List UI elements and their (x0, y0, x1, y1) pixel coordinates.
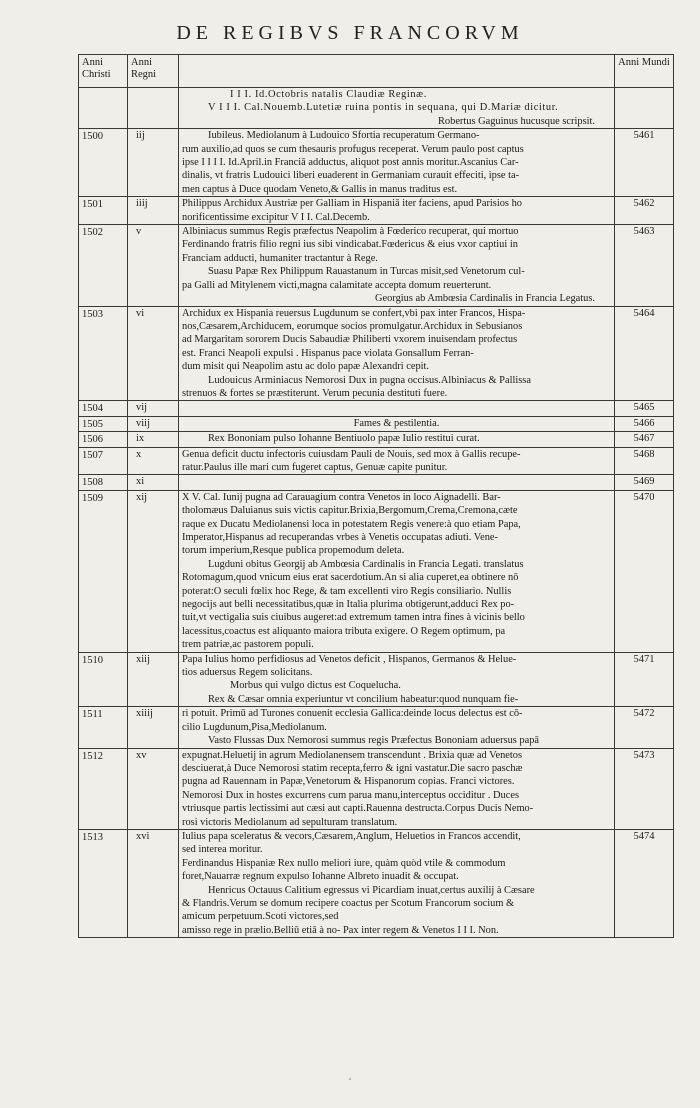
entry-line: Iubileus. Mediolanum à Ludouico Sfortia recuperatum Germano- (208, 130, 480, 142)
entry-line: tholomæus Daluianus suis victis capitur.Brixia,Bergomum,Crema,Cremona,cæte (182, 505, 518, 517)
table-row (79, 88, 674, 129)
entry-line: strenuos & fortes se præstiterunt. Verum pecunia destituti fuere. (182, 387, 448, 399)
table-row (79, 432, 674, 447)
year-cell: 1504 (79, 401, 128, 416)
regnal-year-cell: iiij (128, 197, 179, 225)
year-cell: 1502 (79, 225, 128, 306)
entry-line: ipse I I I I. Id.April.in Franciā adductus, aliquot post annis moritur.Ascanius Car- (182, 157, 519, 169)
table-row (79, 416, 674, 431)
year-cell: 1503 (79, 306, 128, 401)
entry-line: I I I. Id.Octobris natalis Claudiæ Reginæ. (230, 89, 427, 100)
entry-line: Franciam adducti, humaniter tractantur à Rege. (182, 252, 378, 264)
table-row (79, 652, 674, 707)
regnal-year-cell: xiiij (128, 707, 179, 748)
entry-line: est. Franci Neapoli expulsi . Hispanus pace violata Gonsallum Ferran- (182, 347, 474, 359)
header-anni-regni: Anni Regni (128, 55, 179, 88)
anni-mundi-cell (615, 88, 674, 129)
entry-text-cell (179, 129, 615, 197)
year-cell (79, 88, 128, 129)
entry-line: Ferdinandus Hispaniæ Rex nullo meliori iure, quàm quòd vtile & commodum (182, 857, 506, 869)
regnal-year-cell: xij (128, 490, 179, 652)
entry-line: Papa Iulius homo perfidiosus ad Venetos deficit , Hispanos, Germanos & Helue- (182, 653, 517, 665)
regnal-year-cell: v (128, 225, 179, 306)
entry-line: ri potuit. Primū ad Turones conuenit ecclesia Gallica:deinde locus delectus est cō- (182, 708, 523, 720)
entry-line: negocijs aut belli necessitatibus,quæ in Italia plurima obtigerunt,adduci Rex po- (182, 599, 515, 611)
entry-text-cell (179, 306, 615, 401)
table-body (79, 88, 674, 938)
entry-line: Henricus Octauus Calitium egressus vi Picardiam inuat,certus auxilij à Cæsare (208, 884, 535, 896)
regnal-year-cell: x (128, 447, 179, 475)
regnal-year-cell: iij (128, 129, 179, 197)
entry-line: Rex Bononiam pulso Iohanne Bentiuolo papæ Iulio restitui curat. (208, 433, 480, 445)
header-text (179, 55, 615, 88)
entry-text-cell (179, 490, 615, 652)
year-cell: 1507 (79, 447, 128, 475)
regnal-year-cell: viij (128, 416, 179, 431)
table-row (79, 197, 674, 225)
entry-line: dinalis, vt fratris Ludouici liberi euaderent in Germaniam curauit effeciti, ipse ta- (182, 170, 520, 182)
entry-text-cell (179, 416, 615, 431)
entry-line: Robertus Gaguinus hucusque scripsit. (438, 115, 595, 127)
anni-mundi-cell: 5464 (615, 306, 674, 401)
entry-line: pa Galli ad Mitylenem victi,magna calamitate accepta domum reuerterunt. (182, 279, 492, 291)
anni-mundi-cell: 5461 (615, 129, 674, 197)
year-cell: 1501 (79, 197, 128, 225)
header-anni-christi: Anni Christi (79, 55, 128, 88)
entry-line: desciuerat,à Duce Nemorosi statim recepta,ferro & igni vastatur.Die sacro paschæ (182, 762, 523, 774)
entry-line: nos,Cæsarem,Archiducem, eorumque socios promulgatur.Archidux in Sebusianos (182, 320, 523, 332)
entry-line: Philippus Archidux Austriæ per Galliam in Hispaniā iter faciens, apud Parisios ho (182, 198, 522, 210)
entry-text-cell (179, 707, 615, 748)
entry-line: Ludouicus Arminiacus Nemorosi Dux in pugna occisus.Albiniacus & Pallissa (208, 374, 531, 386)
entry-line: amicum perpetuum.Scoti victores,sed (182, 911, 339, 923)
regnal-year-cell: ix (128, 432, 179, 447)
entry-line: Archidux ex Hispania reuersus Lugdunum se confert,vbi pax inter Francos, Hispa- (182, 307, 526, 319)
anni-mundi-cell: 5462 (615, 197, 674, 225)
regnal-year-cell: xi (128, 475, 179, 490)
table-row (79, 447, 674, 475)
entry-line: sed interea moritur. (182, 844, 263, 856)
entry-text-cell (179, 447, 615, 475)
chronology-table (78, 54, 674, 938)
entry-line: Genua deficit ductu infectoris cuiusdam Pauli de Nouis, sed mox à Gallis recupe- (182, 448, 521, 460)
anni-mundi-cell: 5467 (615, 432, 674, 447)
entry-line: rum auxilio,ad quos se cum thesauris profugus receperat. Verum paulo post captus (182, 143, 524, 155)
table-row (79, 490, 674, 652)
entry-line: ratur.Paulus ille mari cum fugeret captus, Genuæ capite punitur. (182, 461, 448, 473)
entry-line: Imperator,Hispanus ad recuperandas vrbes à Venetis occupatas adiuti. Vene- (182, 532, 498, 543)
page-title: DE REGIBVS FRANCORVM (176, 22, 524, 44)
entry-line: poterat:O seculi fœlix hoc Rege, & tam excellenti viro Regis consiliario. Nullis (182, 585, 512, 597)
entry-text-cell (179, 401, 615, 416)
entry-text-cell (179, 748, 615, 829)
year-cell: 1511 (79, 707, 128, 748)
entry-line: foret,Nauarræ regnum expulso Iohanne Albreto inuadit & occupat. (182, 871, 459, 883)
year-cell: 1513 (79, 829, 128, 937)
anni-mundi-cell: 5470 (615, 490, 674, 652)
entry-text-cell (179, 197, 615, 225)
regnal-year-cell: vij (128, 401, 179, 416)
entry-line: trem patriæ,ac pastorem populi. (182, 639, 314, 651)
entry-text-cell (179, 829, 615, 937)
entry-text-cell (179, 475, 615, 490)
entry-text-cell (179, 225, 615, 306)
anni-mundi-cell: 5469 (615, 475, 674, 490)
anni-mundi-cell: 5471 (615, 652, 674, 707)
entry-line: rosi victoris Mediolanum ad sepulturam translatum. (182, 816, 398, 828)
entry-line: tios aduersus Regem solicitans. (182, 667, 313, 679)
regnal-year-cell (128, 88, 179, 129)
entry-text-cell (179, 88, 615, 129)
table-row (79, 401, 674, 416)
table-row (79, 707, 674, 748)
table-row (79, 748, 674, 829)
regnal-year-cell: xiij (128, 652, 179, 707)
entry-line: Albiniacus summus Regis præfectus Neapolim à Fœderico recuperat, qui mortuo (182, 226, 519, 238)
entry-line: dum misit qui Neapolim astu ac dolo papæ Alexandri cepit. (182, 361, 430, 373)
entry-line: Georgius ab Ambœsia Cardinalis in Francia Legatus. (375, 293, 595, 305)
table-header-row (79, 55, 674, 88)
entry-line: pugna ad Rauennam in Papæ,Venetorum & Hispanorum copias. Franci victores. (182, 776, 515, 788)
table-row (79, 306, 674, 401)
entry-line: amisso rege in prælio.Belliū etiā à no- Pax inter regem & Venetos I I I. Non. (182, 924, 499, 936)
anni-mundi-cell: 5473 (615, 748, 674, 829)
year-cell: 1512 (79, 748, 128, 829)
entry-line: expugnat.Heluetij in agrum Mediolanensem transcendunt . Brixia quæ ad Venetos (182, 749, 523, 761)
entry-line: men captus à Duce quodam Veneto,& Gallis in manus traditus est. (182, 183, 458, 195)
entry-line: Rotomagum,quod vnicum eius erat sacerdotium.An si alia cuperet,ea obtinere nō (182, 572, 519, 584)
regnal-year-cell: vi (128, 306, 179, 401)
regnal-year-cell: xvi (128, 829, 179, 937)
year-cell: 1509 (79, 490, 128, 652)
entry-line: lacessitus,coactus est aliquanto maiora tributa exigere. O Regem optimum, pa (182, 625, 506, 637)
entry-line: Ferdinando fratris filio regni ius sibi vindicabat.Fœdericus & eius vxor captiui in (182, 239, 518, 251)
year-cell: 1506 (79, 432, 128, 447)
entry-line: cilio Lugdunum,Pisa,Mediolanum. (182, 721, 327, 733)
entry-line: Suasu Papæ Rex Philippum Rauastanum in Turcas misit,sed Venetorum cul- (208, 266, 525, 278)
year-cell: 1505 (79, 416, 128, 431)
year-cell: 1500 (79, 129, 128, 197)
anni-mundi-cell: 5463 (615, 225, 674, 306)
entry-text-cell (179, 432, 615, 447)
entry-text-cell (179, 652, 615, 707)
entry-line: tuit,vt vectigalia suis ciuibus augeret:ad extremum tamen intra fines à vicinis bello (182, 612, 525, 624)
entry-line: raque ex Ducatu Mediolanensi loca in potestatem Regis venere:à quo etiam Papa, (182, 518, 521, 530)
entry-line (182, 475, 611, 488)
anni-mundi-cell: 5466 (615, 416, 674, 431)
table-row (79, 129, 674, 197)
entry-line: ad Margaritam sororem Ducis Sabaudiæ Philiberti vxorem inuisendam profectus (182, 334, 518, 346)
entry-line: Iulius papa sceleratus & vecors,Cæsarem,Anglum, Heluetios in Francos accendit, (182, 830, 521, 842)
regnal-year-cell: xv (128, 748, 179, 829)
page-mark: ‘ (348, 1076, 352, 1086)
entry-line (182, 401, 611, 414)
entry-line: Lugduni obitus Georgij ab Ambœsia Cardinalis in Francia Legati. translatus (208, 558, 524, 570)
year-cell: 1510 (79, 652, 128, 707)
entry-line: & Flandris.Verum se domum recipere coactus per Scotum Francorum socium & (182, 897, 515, 909)
entry-line: torum imperium,Resque publica propemodum deleta. (182, 545, 405, 557)
anni-mundi-cell: 5472 (615, 707, 674, 748)
entry-line: Rex & Cæsar omnia experiuntur vt concilium habeatur:quod nunquam fie- (208, 693, 519, 705)
entry-line: Morbus qui vulgo dictus est Coquelucha. (230, 680, 401, 692)
entry-line: norificentissime excipitur V I I. Cal.Decemb. (182, 211, 370, 223)
entry-line: vtriusque partis lectissimi aut cæsi aut capti.Rauenna destructa.Corpus Ducis Nemo- (182, 803, 534, 815)
year-cell: 1508 (79, 475, 128, 490)
table-row (79, 225, 674, 306)
entry-line: Fames & pestilentia. (353, 417, 440, 429)
anni-mundi-cell: 5465 (615, 401, 674, 416)
entry-line: Nemorosi Dux in hostes excurrens cum parua manu,interceptus occiditur . Duces (182, 789, 520, 801)
header-anni-mundi: Anni Mundi (615, 55, 674, 88)
entry-line: Vasto Flussas Dux Nemorosi summus regis Præfectus Bononiam aduersus papā (208, 735, 540, 747)
table-row (79, 829, 674, 937)
entry-line: X V. Cal. Iunij pugna ad Carauagium contra Venetos in loco Aignadelli. Bar- (182, 491, 501, 503)
entry-line: V I I I. Cal.Nouemb.Lutetiæ ruina pontis in sequana, qui D.Mariæ dicitur. (208, 102, 559, 114)
table-row (79, 475, 674, 490)
anni-mundi-cell: 5474 (615, 829, 674, 937)
anni-mundi-cell: 5468 (615, 447, 674, 475)
